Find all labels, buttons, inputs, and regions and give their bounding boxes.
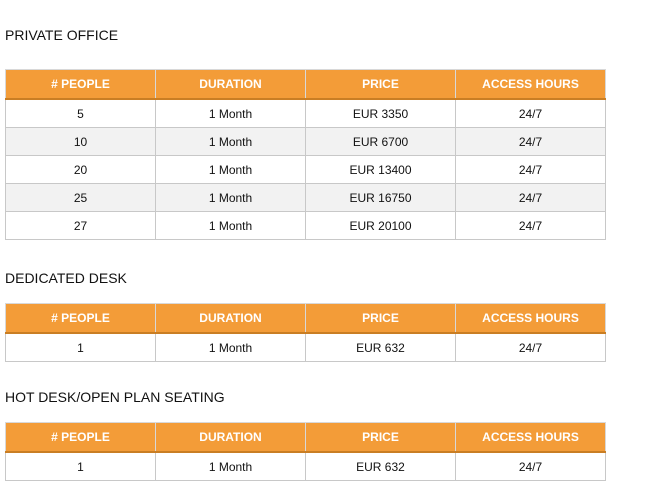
cell-duration: 1 Month <box>156 156 306 184</box>
cell-price: EUR 632 <box>306 452 456 481</box>
cell-access-hours: 24/7 <box>456 156 606 184</box>
header-access-hours: ACCESS HOURS <box>456 423 606 453</box>
table-row <box>6 184 606 212</box>
cell-access-hours: 24/7 <box>456 99 606 128</box>
hot-desk-title: HOT DESK/OPEN PLAN SEATING <box>5 389 225 405</box>
header-duration: DURATION <box>156 70 306 100</box>
cell-price: EUR 20100 <box>306 212 456 240</box>
cell-people: 25 <box>6 184 156 212</box>
cell-access-hours: 24/7 <box>456 184 606 212</box>
table-row <box>6 156 606 184</box>
cell-duration: 1 Month <box>156 99 306 128</box>
header-price: PRICE <box>306 423 456 453</box>
table-row <box>6 128 606 156</box>
cell-price: EUR 6700 <box>306 128 456 156</box>
cell-price: EUR 13400 <box>306 156 456 184</box>
cell-duration: 1 Month <box>156 452 306 481</box>
cell-access-hours: 24/7 <box>456 212 606 240</box>
header-access-hours: ACCESS HOURS <box>456 70 606 100</box>
private-office-title: PRIVATE OFFICE <box>5 27 119 43</box>
private-office-table <box>5 69 606 240</box>
header-people: # PEOPLE <box>6 70 156 100</box>
header-price: PRICE <box>306 304 456 334</box>
table-row <box>6 452 606 481</box>
cell-price: EUR 632 <box>306 333 456 362</box>
header-duration: DURATION <box>156 304 306 334</box>
dedicated-desk-title: DEDICATED DESK <box>5 270 127 286</box>
cell-people: 5 <box>6 99 156 128</box>
table-header-row <box>6 304 606 334</box>
dedicated-desk-table <box>5 303 606 362</box>
cell-people: 1 <box>6 452 156 481</box>
table-row <box>6 99 606 128</box>
cell-duration: 1 Month <box>156 333 306 362</box>
cell-duration: 1 Month <box>156 212 306 240</box>
cell-people: 27 <box>6 212 156 240</box>
table-header-row <box>6 423 606 453</box>
cell-people: 10 <box>6 128 156 156</box>
cell-access-hours: 24/7 <box>456 452 606 481</box>
header-people: # PEOPLE <box>6 304 156 334</box>
table-row <box>6 333 606 362</box>
cell-access-hours: 24/7 <box>456 128 606 156</box>
header-access-hours: ACCESS HOURS <box>456 304 606 334</box>
table-row <box>6 212 606 240</box>
header-duration: DURATION <box>156 423 306 453</box>
cell-price: EUR 16750 <box>306 184 456 212</box>
hot-desk-table <box>5 422 606 481</box>
cell-duration: 1 Month <box>156 184 306 212</box>
cell-duration: 1 Month <box>156 128 306 156</box>
header-people: # PEOPLE <box>6 423 156 453</box>
header-price: PRICE <box>306 70 456 100</box>
cell-people: 1 <box>6 333 156 362</box>
cell-access-hours: 24/7 <box>456 333 606 362</box>
cell-price: EUR 3350 <box>306 99 456 128</box>
table-header-row <box>6 70 606 100</box>
cell-people: 20 <box>6 156 156 184</box>
